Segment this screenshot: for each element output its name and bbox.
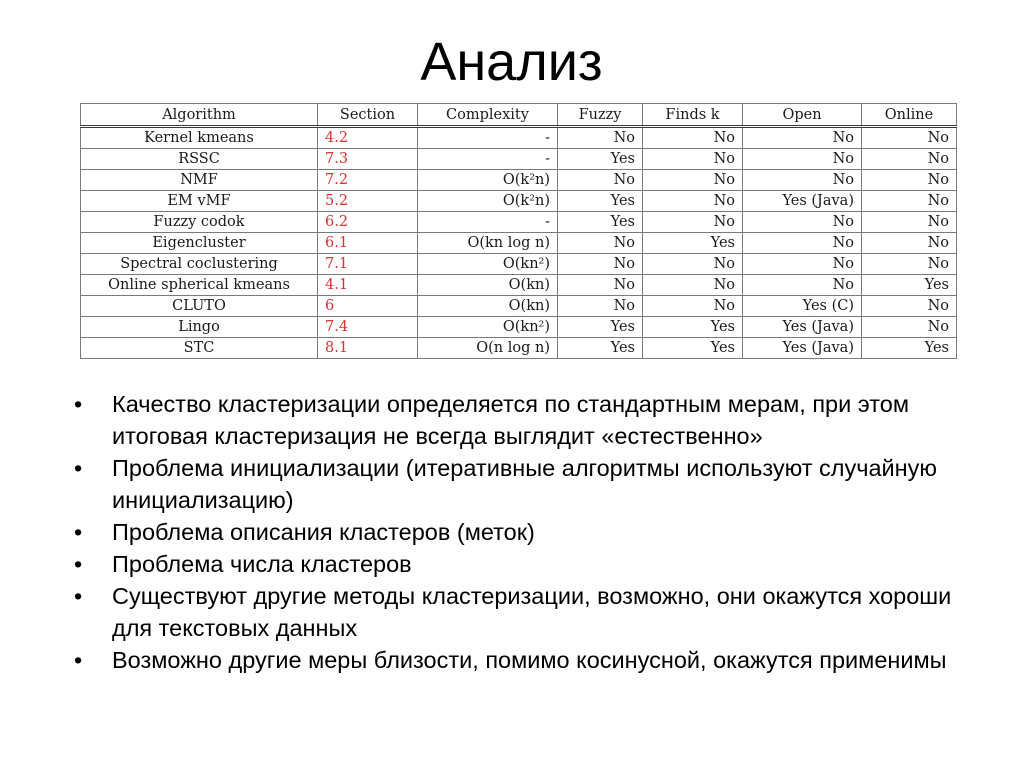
cell-open: No xyxy=(743,233,862,254)
cell-fuzzy: Yes xyxy=(558,317,643,338)
bullet-item xyxy=(72,580,972,644)
cell-complexity: O(k²n) xyxy=(418,191,558,212)
header-fuzzy: Fuzzy xyxy=(558,104,643,127)
cell-fuzzy: No xyxy=(558,170,643,191)
cell-complexity: O(kn²) xyxy=(418,317,558,338)
cell-finds-k: No xyxy=(643,170,743,191)
cell-open: No xyxy=(743,254,862,275)
cell-fuzzy: No xyxy=(558,296,643,317)
bullet-list xyxy=(72,388,972,676)
cell-algorithm: Eigencluster xyxy=(81,233,318,254)
cell-fuzzy: Yes xyxy=(558,191,643,212)
cell-algorithm: Online spherical kmeans xyxy=(81,275,318,296)
cell-complexity: - xyxy=(418,149,558,170)
cell-online: No xyxy=(862,149,957,170)
cell-fuzzy: No xyxy=(558,233,643,254)
bullet-marker: • xyxy=(74,551,83,577)
cell-open: No xyxy=(743,127,862,149)
cell-algorithm: Kernel kmeans xyxy=(81,127,318,149)
table-row xyxy=(81,275,957,296)
cell-open: No xyxy=(743,149,862,170)
cell-complexity: - xyxy=(418,212,558,233)
cell-online: Yes xyxy=(862,338,957,359)
cell-algorithm: EM vMF xyxy=(81,191,318,212)
cell-section-link[interactable]: 8.1 xyxy=(318,338,418,359)
table-row xyxy=(81,254,957,275)
bullet-item xyxy=(72,388,972,452)
cell-online: No xyxy=(862,317,957,338)
bullet-item xyxy=(72,644,972,676)
cell-complexity: O(k²n) xyxy=(418,170,558,191)
cell-algorithm: CLUTO xyxy=(81,296,318,317)
cell-fuzzy: No xyxy=(558,254,643,275)
cell-finds-k: Yes xyxy=(643,317,743,338)
cell-online: No xyxy=(862,296,957,317)
cell-open: Yes (Java) xyxy=(743,191,862,212)
bullet-text: Возможно другие меры близости, помимо косинусной, окажутся применимы xyxy=(112,647,947,673)
slide-title: Анализ xyxy=(420,32,603,92)
cell-section-link[interactable]: 7.4 xyxy=(318,317,418,338)
cell-finds-k: Yes xyxy=(643,233,743,254)
bullet-marker: • xyxy=(74,647,83,673)
cell-open: Yes (C) xyxy=(743,296,862,317)
cell-complexity: O(kn) xyxy=(418,275,558,296)
cell-section-link[interactable]: 4.1 xyxy=(318,275,418,296)
cell-open: No xyxy=(743,170,862,191)
cell-complexity: - xyxy=(418,127,558,149)
bullet-text: Проблема описания кластеров (меток) xyxy=(112,519,535,545)
cell-online: Yes xyxy=(862,275,957,296)
cell-section-link[interactable]: 4.2 xyxy=(318,127,418,149)
header-finds-k: Finds k xyxy=(643,104,743,127)
cell-algorithm: STC xyxy=(81,338,318,359)
cell-section-link[interactable]: 5.2 xyxy=(318,191,418,212)
table-row xyxy=(81,191,957,212)
cell-online: No xyxy=(862,233,957,254)
cell-finds-k: No xyxy=(643,191,743,212)
table-row xyxy=(81,149,957,170)
cell-complexity: O(kn) xyxy=(418,296,558,317)
bullet-text: Качество кластеризации определяется по стандартным мерам, при этом итоговая кластеризация не всегда выглядит «естественно» xyxy=(112,391,909,449)
cell-section-link[interactable]: 7.2 xyxy=(318,170,418,191)
algorithm-comparison-table xyxy=(80,103,957,359)
header-online: Online xyxy=(862,104,957,127)
cell-algorithm: RSSC xyxy=(81,149,318,170)
cell-finds-k: No xyxy=(643,275,743,296)
cell-complexity: O(kn log n) xyxy=(418,233,558,254)
header-algorithm: Algorithm xyxy=(81,104,318,127)
cell-fuzzy: Yes xyxy=(558,212,643,233)
bullet-marker: • xyxy=(74,455,83,481)
cell-algorithm: NMF xyxy=(81,170,318,191)
header-complexity: Complexity xyxy=(418,104,558,127)
bullet-text: Проблема инициализации (итеративные алгоритмы используют случайную инициализацию) xyxy=(112,455,937,513)
cell-open: Yes (Java) xyxy=(743,317,862,338)
cell-open: No xyxy=(743,275,862,296)
bullet-text: Существуют другие методы кластеризации, возможно, они окажутся хороши для текстовых данных xyxy=(112,583,952,641)
cell-finds-k: No xyxy=(643,296,743,317)
cell-online: No xyxy=(862,191,957,212)
table-header-row xyxy=(81,104,957,127)
cell-section-link[interactable]: 7.3 xyxy=(318,149,418,170)
header-section: Section xyxy=(318,104,418,127)
header-open: Open xyxy=(743,104,862,127)
cell-fuzzy: Yes xyxy=(558,338,643,359)
cell-algorithm: Lingo xyxy=(81,317,318,338)
cell-open: Yes (Java) xyxy=(743,338,862,359)
cell-section-link[interactable]: 7.1 xyxy=(318,254,418,275)
cell-online: No xyxy=(862,127,957,149)
table-row xyxy=(81,296,957,317)
cell-finds-k: No xyxy=(643,127,743,149)
bullet-marker: • xyxy=(74,583,83,609)
cell-section-link[interactable]: 6 xyxy=(318,296,418,317)
cell-finds-k: No xyxy=(643,254,743,275)
cell-section-link[interactable]: 6.2 xyxy=(318,212,418,233)
bullet-item xyxy=(72,548,972,580)
cell-section-link[interactable]: 6.1 xyxy=(318,233,418,254)
cell-online: No xyxy=(862,170,957,191)
cell-algorithm: Spectral coclustering xyxy=(81,254,318,275)
table-row xyxy=(81,212,957,233)
algorithm-table-figure xyxy=(80,103,956,363)
cell-fuzzy: No xyxy=(558,275,643,296)
bullet-marker: • xyxy=(74,519,83,545)
bullet-item xyxy=(72,452,972,516)
cell-finds-k: No xyxy=(643,212,743,233)
cell-online: No xyxy=(862,254,957,275)
cell-complexity: O(kn²) xyxy=(418,254,558,275)
cell-fuzzy: No xyxy=(558,127,643,149)
table-row xyxy=(81,338,957,359)
table-row xyxy=(81,317,957,338)
cell-algorithm: Fuzzy codok xyxy=(81,212,318,233)
table-row xyxy=(81,233,957,254)
cell-fuzzy: Yes xyxy=(558,149,643,170)
cell-finds-k: Yes xyxy=(643,338,743,359)
cell-open: No xyxy=(743,212,862,233)
bullet-marker: • xyxy=(74,391,83,417)
table-row xyxy=(81,170,957,191)
cell-online: No xyxy=(862,212,957,233)
bullet-text: Проблема числа кластеров xyxy=(112,551,412,577)
cell-finds-k: No xyxy=(643,149,743,170)
cell-complexity: O(n log n) xyxy=(418,338,558,359)
table-row xyxy=(81,127,957,149)
bullet-item xyxy=(72,516,972,548)
